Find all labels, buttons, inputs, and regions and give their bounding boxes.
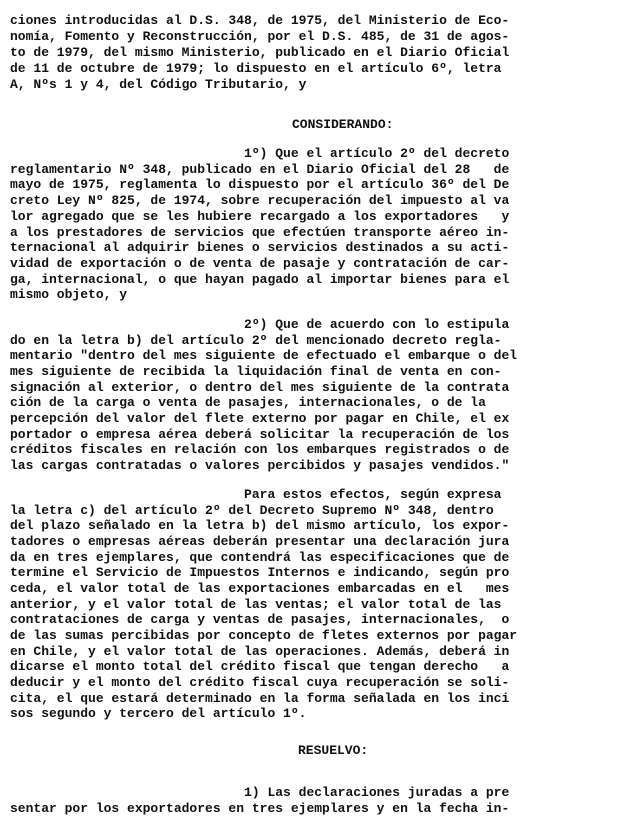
para3-line: de las sumas percibidas por concepto de fletes externos por pagar: [10, 628, 518, 643]
intro-line: A, Nºs 1 y 4, del Código Tributario, y: [10, 77, 307, 92]
intro-line: de 11 de octubre de 1979; lo dispuesto en el artículo 6º, letra: [10, 61, 502, 76]
para2-line: 2º) Que de acuerdo con lo estipula: [10, 317, 510, 332]
para1-line: 1º) Que el artículo 2º del decreto: [10, 146, 510, 161]
intro-line: to de 1979, del mismo Ministerio, publicado en el Diario Oficial: [10, 45, 510, 60]
para1-line: lor agregado que se les hubiere recargado a los exportadores y: [10, 209, 510, 224]
para1-line: vidad de exportación o de venta de pasaje y contratación de car-: [10, 256, 510, 271]
para1-line: ga, internacional, o que hayan pagado al importar bienes para el: [10, 272, 510, 287]
para1-line: reglamentario Nº 348, publicado en el Diario Oficial del 28 de: [10, 162, 510, 177]
para2-line: portador o empresa aérea deberá solicitar la recuperación de los: [10, 427, 510, 442]
para2-line: mentario "dentro del mes siguiente de efectuado el embarque o del: [10, 348, 518, 363]
para1-line: creto Ley Nº 825, de 1974, sobre recuperación del impuesto al va: [10, 193, 510, 208]
para3-line: del plazo señalado en la letra b) del mismo artículo, los expor-: [10, 518, 510, 533]
para1-line: ternacional al adquirir bienes o servicios destinados a su acti-: [10, 240, 510, 255]
para3-line: la letra c) del artículo 2º del Decreto Supremo Nº 348, dentro: [10, 503, 494, 518]
intro-line: nomía, Fomento y Reconstrucción, por el D.S. 485, de 31 de agos-: [10, 29, 510, 44]
para2-line: mes siguiente de recibida la liquidación final de venta en con-: [10, 364, 502, 379]
para1-line: mayo de 1975, reglamenta lo dispuesto por el artículo 36º del De: [10, 177, 510, 192]
para2-line: signación al exterior, o dentro del mes siguiente de la contrata: [10, 380, 510, 395]
para3-line: Para estos efectos, según expresa: [10, 487, 502, 502]
para1-line: a los prestadores de servicios que efectúen transporte aéreo in-: [10, 225, 510, 240]
para2-line: do en la letra b) del artículo 2º del mencionado decreto regla-: [10, 333, 502, 348]
para3-line: deducir y el monto del crédito fiscal cuya recuperación se soli-: [10, 675, 510, 690]
para4-line: sentar por los exportadores en tres ejemplares y en la fecha in-: [10, 801, 510, 816]
para4-line: 1) Las declaraciones juradas a pre: [10, 785, 510, 800]
para3-line: sos segundo y tercero del artículo 1º.: [10, 706, 307, 721]
para3-line: da en tres ejemplares, que contendrá las especificaciones que de: [10, 550, 510, 565]
para3-line: ceda, el valor total de las exportaciones embarcadas en el mes: [10, 581, 510, 596]
para3-line: en Chile, y el valor total de las operaciones. Además, deberá in: [10, 644, 510, 659]
para2-line: las cargas contratadas o valores percibidos y pasajes vendidos.": [10, 458, 510, 473]
para3-line: contrataciones de carga y ventas de pasajes, internacionales, o: [10, 612, 510, 627]
resuelvo-heading: RESUELVO:: [298, 743, 369, 758]
para3-line: termine el Servicio de Impuestos Internos e indicando, según pro: [10, 565, 510, 580]
intro-line: ciones introducidas al D.S. 348, de 1975, del Ministerio de Eco-: [10, 13, 510, 28]
para3-line: anterior, y el valor total de las ventas; el valor total de las: [10, 597, 502, 612]
para2-line: ción de la carga o venta de pasajes, internacionales, o de la: [10, 395, 486, 410]
para3-line: dicarse el monto total del crédito fiscal que tengan derecho a: [10, 659, 510, 674]
para2-line: créditos fiscales en relación con los embarques registrados o de: [10, 442, 510, 457]
para3-line: tadores o empresas aéreas deberán presentar una declaración jura: [10, 534, 510, 549]
para1-line: mismo objeto, y: [10, 287, 128, 302]
para3-line: cita, el que estará determinado en la forma señalada en los inci: [10, 691, 510, 706]
considerando-heading: CONSIDERANDO:: [292, 117, 394, 132]
para2-line: percepción del valor del flete externo por pagar en Chile, el ex: [10, 411, 510, 426]
